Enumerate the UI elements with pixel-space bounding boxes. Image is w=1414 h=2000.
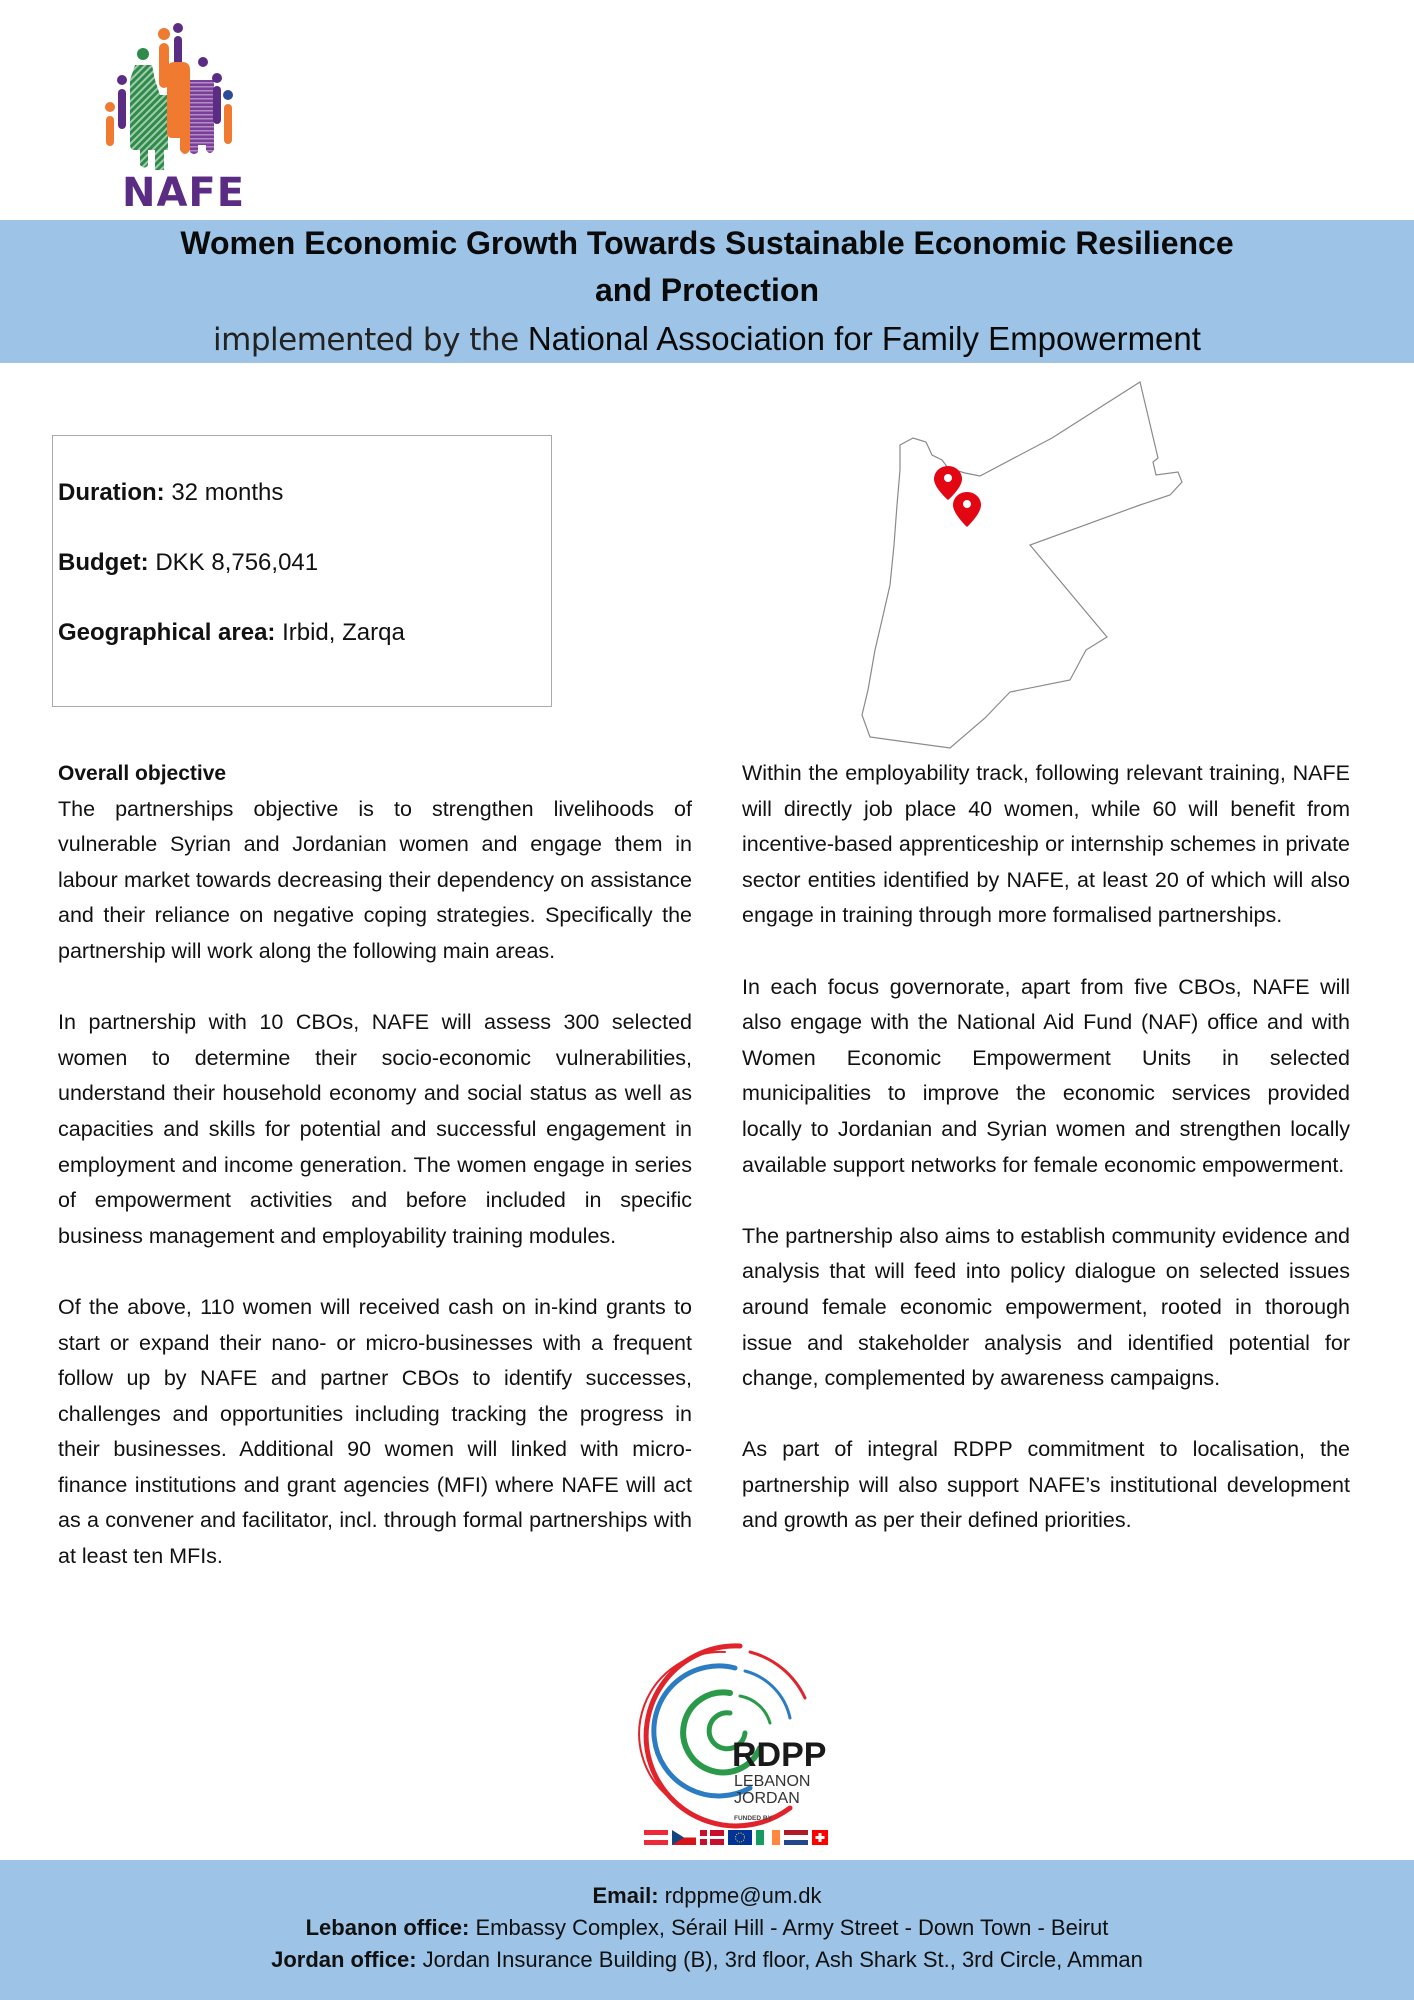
rdpp-swirl-logo-icon — [630, 1638, 840, 1850]
overall-objective-heading: Overall objective — [58, 762, 227, 785]
email-link[interactable]: rdppme@um.dk — [664, 1883, 822, 1908]
duration-row — [58, 478, 551, 508]
jordan-office-address: Jordan Insurance Building (B), 3rd floor, Ash Shark St., 3rd Circle, Amman — [422, 1947, 1143, 1972]
nafe-logo-text: NAFE — [122, 170, 246, 216]
jordan-outline-icon — [840, 370, 1210, 760]
paragraph-localisation: As part of integral RDPP commitment to localisation, the partnership will also support NAFE’s institutional development and growth as per their defined priorities. — [742, 1437, 1350, 1533]
geographical-area-row — [58, 618, 551, 648]
paragraph-employability: Within the employability track, following relevant training, NAFE will directly job place 40 women, while 60 will benefit from incentive-based apprenticeship or internship schemes in private sector entities identified by NAFE, at least 20 of which will also engage in training through more formalised partnerships. — [742, 761, 1350, 928]
lebanon-office-label: Lebanon office: — [305, 1915, 470, 1940]
implementer-line — [0, 314, 1414, 365]
paragraph-objective: The partnerships objective is to strengthen livelihoods of vulnerable Syrian and Jordanian women and engage them in labour market towards decreasing their dependency on assistance and their reliance on negative coping strategies. Specifically the partnership will work along the following main areas. — [58, 796, 692, 963]
flag-switzerland-icon — [812, 1830, 828, 1845]
email-label: Email: — [592, 1883, 659, 1908]
flag-netherlands-icon — [784, 1830, 808, 1845]
lebanon-office-address: Embassy Complex, Sérail Hill - Army Street - Down Town - Beirut — [475, 1915, 1109, 1940]
paragraph-evidence: The partnership also aims to establish community evidence and analysis that will feed into policy dialogue on selected issues around female economic empowerment, rooted in thorough issue and stakeholder analysis and identified potential for change, complemented by awareness campaigns. — [742, 1223, 1350, 1391]
paragraph-grants: Of the above, 110 women will received cash on in-kind grants to start or expand their nano- or micro-businesses with a frequent follow up by NAFE and partner CBOs to identify successes, challenges and opportunities including tracking the progress in their businesses. Additional 90 women will linked with micro-finance institutions and grant agencies (MFI) where NAFE will act as a convener and facilitator, incl. through formal partnerships with at least ten MFIs. — [58, 1294, 692, 1569]
project-info-box — [52, 435, 552, 707]
email-line — [0, 1880, 1414, 1912]
funded-by-label: FUNDED BY — [734, 1815, 772, 1822]
flag-eu-icon — [728, 1830, 752, 1845]
flag-denmark-icon — [700, 1830, 724, 1845]
nafe-logo-mark-icon — [100, 10, 240, 170]
jordan-map — [840, 370, 1210, 760]
left-text-column — [58, 756, 692, 1610]
budget-value: DKK 8,756,041 — [155, 549, 319, 576]
implementer-org: National Association for Family Empowerment — [527, 320, 1201, 357]
lebanon-office-line — [0, 1912, 1414, 1944]
project-title-line-1: Women Economic Growth Towards Sustainable Economic Resilience — [180, 225, 1234, 261]
paragraph-governorate: In each focus governorate, apart from five CBOs, NAFE will also engage with the National Aid Fund (NAF) office and with Women Economic Empowerment Units in selected municipalities to improve the economic services provided locally to Jordanian and Syrian women and strengthen locally available support networks for female economic empowerment. — [742, 974, 1350, 1177]
budget-label: Budget: — [58, 549, 149, 576]
right-text-column — [742, 756, 1350, 1575]
rdpp-jordan: JORDAN — [734, 1790, 800, 1807]
flag-czech-icon — [672, 1830, 696, 1845]
duration-value: 32 months — [171, 479, 284, 506]
budget-row — [58, 548, 551, 578]
implementer-prefix: implemented by the — [213, 322, 519, 358]
geographical-area-value: Irbid, Zarqa — [282, 619, 405, 646]
duration-label: Duration: — [58, 479, 165, 506]
rdpp-lebanon: LEBANON — [734, 1773, 811, 1790]
rdpp-logo — [630, 1638, 840, 1850]
flag-ireland-icon — [756, 1830, 780, 1845]
jordan-office-label: Jordan office: — [271, 1947, 417, 1972]
rdpp-title: RDPP — [732, 1736, 827, 1774]
project-title-line-2: and Protection — [594, 272, 819, 308]
paragraph-cbo-assessment: In partnership with 10 CBOs, NAFE will assess 300 selected women to determine their socio-economic vulnerabilities, understand their household economy and social status as well as capacities and skills for potential and successful engagement in employment and income generation. The women engage in series of empowerment activities and before included in specific business management and employability training modules. — [58, 1010, 692, 1248]
flag-austria-icon — [644, 1830, 668, 1845]
jordan-office-line — [0, 1944, 1414, 1976]
contact-footer — [0, 1860, 1414, 2000]
title-band — [0, 220, 1414, 363]
nafe-logo — [100, 10, 246, 216]
geographical-area-label: Geographical area: — [58, 619, 276, 646]
